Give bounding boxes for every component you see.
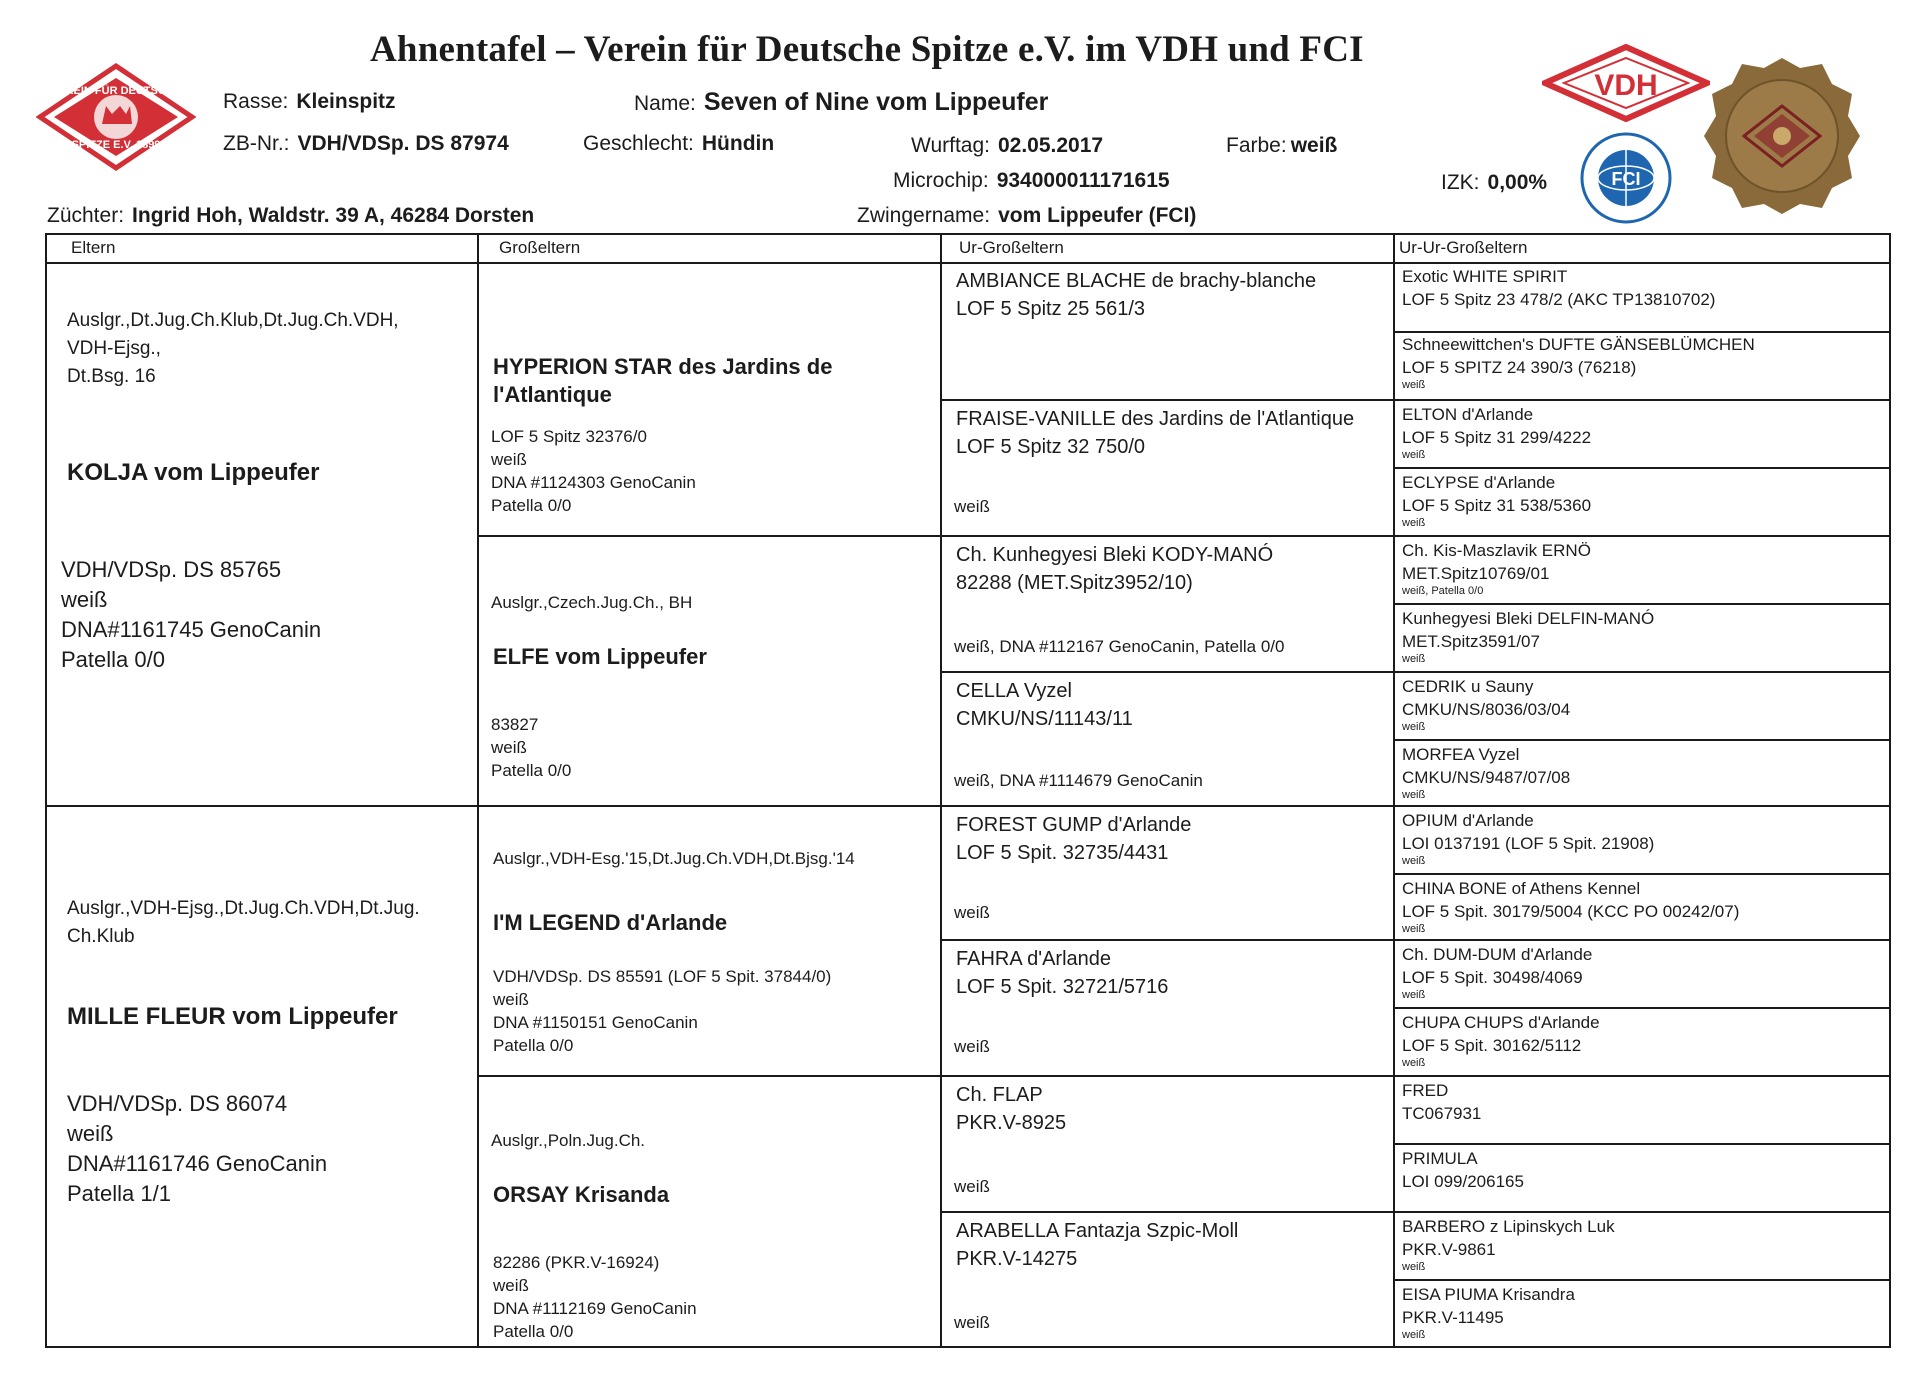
microchip-value: 934000011171615 [996, 169, 1170, 192]
ggg-reg: LOF 5 Spit. 30179/5004 (KCC PO 00242/07) [1402, 902, 1740, 921]
ggg-parent-14 [1395, 1145, 1891, 1211]
ggg-reg: PKR.V-9861 [1402, 1240, 1496, 1259]
studbook-value: VDH/VDSp. DS 87974 [297, 132, 509, 155]
ggg-name: EISA PIUMA Krisandra [1402, 1285, 1575, 1304]
vdh-logo [1542, 44, 1710, 122]
great-grandparent-extra: weiß, DNA #1114679 GenoCanin [954, 771, 1203, 790]
ggg-reg: TC067931 [1402, 1104, 1482, 1123]
great-grandparent-8 [942, 1213, 1393, 1348]
grandparent-data [491, 425, 696, 517]
grandparent-2 [479, 537, 940, 805]
name-line: AMBIANCE BLACHE de brachy-blanche [956, 270, 1317, 292]
ggg-note: weiß [1402, 1261, 1426, 1273]
name-line: CMKU/NS/11143/11 [956, 708, 1133, 730]
great-grandparent-5 [942, 807, 1393, 939]
data-line: DNA#1161746 GenoCanin [67, 1151, 328, 1176]
grandparent-4 [479, 1077, 940, 1348]
dog-name-label: Name: [634, 92, 696, 115]
studbook-field [223, 132, 509, 156]
svg-text:SPITZE E.V. 1899: SPITZE E.V. 1899 [71, 139, 161, 151]
name-line: FAHRA d'Arlande [956, 948, 1112, 970]
sire-name: KOLJA vom Lippeufer [67, 459, 320, 486]
breed-label: Rasse: [223, 90, 289, 113]
dam-titles [67, 895, 420, 951]
title-line: Auslgr.,Dt.Jug.Ch.Klub,Dt.Jug.Ch.VDH, [67, 310, 399, 331]
ggg-reg: CMKU/NS/8036/03/04 [1402, 700, 1571, 719]
ggg-name: ELTON d'Arlande [1402, 405, 1534, 424]
grandparent-titles: Auslgr.,VDH-Esg.'15,Dt.Jug.Ch.VDH,Dt.Bjsg.'14 [493, 849, 855, 868]
great-grandparent-2 [942, 401, 1393, 535]
column-header-parents: Eltern [71, 238, 116, 257]
data-line: DNA #1124303 GenoCanin [491, 473, 696, 492]
great-grandparent-name [956, 1217, 1238, 1273]
ggg-parent-8 [1395, 741, 1891, 805]
title-line: Dt.Bsg. 16 [67, 366, 156, 387]
data-line: 83827 [491, 715, 539, 734]
grandparent-name: I'M LEGEND d'Arlande [493, 910, 728, 935]
name-line: CELLA Vyzel [956, 680, 1072, 702]
ggg-name: OPIUM d'Arlande [1402, 811, 1534, 830]
grandparent-name [493, 353, 832, 409]
data-line: VDH/VDSp. DS 85591 (LOF 5 Spit. 37844/0) [493, 967, 832, 986]
data-line: DNA#1161745 GenoCanin [61, 617, 322, 642]
ggg-name: Ch. DUM-DUM d'Arlande [1402, 945, 1593, 964]
ggg-note: weiß [1402, 653, 1426, 665]
name-line: LOF 5 Spit. 32721/5716 [956, 976, 1169, 998]
sex-label: Geschlecht: [583, 132, 694, 155]
data-line: VDH/VDSp. DS 86074 [67, 1091, 288, 1116]
great-grandparent-extra: weiß, DNA #112167 GenoCanin, Patella 0/0 [954, 637, 1285, 656]
ggg-reg: LOF 5 SPITZ 24 390/3 (76218) [1402, 358, 1637, 377]
ggg-name: CEDRIK u Sauny [1402, 677, 1534, 696]
ggg-name: ECLYPSE d'Arlande [1402, 473, 1556, 492]
ggg-reg: LOI 099/206165 [1402, 1172, 1524, 1191]
color-value: weiß [1290, 134, 1338, 157]
document-title: Ahnentafel – Verein für Deutsche Spitze e.V. im VDH und FCI [370, 29, 1364, 70]
ggg-note: weiß [1402, 449, 1426, 461]
microchip-field [893, 169, 1170, 193]
parent-sire [47, 263, 477, 805]
data-line: weiß [491, 450, 527, 469]
data-line: DNA #1112169 GenoCanin [493, 1299, 697, 1318]
name-line: LOF 5 Spitz 32 750/0 [956, 436, 1146, 458]
data-line: Patella 0/0 [493, 1036, 574, 1055]
ggg-reg: MET.Spitz3591/07 [1402, 632, 1540, 651]
data-line: weiß [61, 587, 108, 612]
dog-name-field [634, 88, 1048, 117]
name-line: FOREST GUMP d'Arlande [956, 814, 1192, 836]
data-line: weiß [493, 990, 529, 1009]
data-line: Patella 1/1 [67, 1181, 171, 1206]
ggg-name: FRED [1402, 1081, 1449, 1100]
sire-data [61, 555, 321, 675]
great-grandparent-name [956, 267, 1316, 323]
great-grandparent-7 [942, 1077, 1393, 1211]
ggg-parent-4 [1395, 469, 1891, 535]
grandparent-3 [479, 807, 940, 1075]
izk-field [1441, 171, 1547, 195]
ggg-note: weiß [1402, 855, 1426, 867]
data-line: DNA #1150151 GenoCanin [493, 1013, 698, 1032]
sex-field [583, 132, 774, 156]
ggg-name: PRIMULA [1402, 1149, 1478, 1168]
column-header-grandparents: Großeltern [499, 238, 581, 257]
name-line: FRAISE-VANILLE des Jardins de l'Atlantique [956, 408, 1355, 430]
breeder-field [47, 204, 534, 228]
name-line: Ch. Kunhegyesi Bleki KODY-MANÓ [956, 544, 1274, 566]
ggg-parent-12 [1395, 1009, 1891, 1075]
ggg-name: CHINA BONE of Athens Kennel [1402, 879, 1641, 898]
dog-name-value: Seven of Nine vom Lippeufer [703, 88, 1049, 116]
birth-date-value: 02.05.2017 [997, 134, 1104, 157]
data-line: Patella 0/0 [491, 496, 572, 515]
ggg-name: Schneewittchen's DUFTE GÄNSEBLÜMCHEN [1402, 335, 1755, 354]
grandparent-data [493, 1251, 697, 1343]
grandparent-name: ORSAY Krisanda [493, 1182, 670, 1207]
great-grandparent-extra: weiß [954, 1037, 990, 1056]
data-line: weiß [493, 1276, 529, 1295]
name-line: ARABELLA Fantazja Szpic-Moll [956, 1220, 1239, 1242]
svg-text:FCI: FCI [1611, 169, 1641, 189]
name-line: 82288 (MET.Spitz3952/10) [956, 572, 1193, 594]
dam-data [67, 1089, 327, 1209]
ggg-parent-13 [1395, 1077, 1891, 1143]
name-line: LOF 5 Spit. 32735/4431 [956, 842, 1169, 864]
data-line: VDH/VDSp. DS 85765 [61, 557, 282, 582]
great-grandparent-3 [942, 537, 1393, 671]
kennel-value: vom Lippeufer (FCI) [998, 204, 1197, 227]
data-line: weiß [67, 1121, 114, 1146]
great-grandparent-6 [942, 941, 1393, 1075]
color-label: Farbe: [1226, 134, 1287, 157]
great-grandparent-extra: weiß [954, 497, 990, 516]
great-grandparent-extra: weiß [954, 1177, 990, 1196]
ggg-parent-5 [1395, 537, 1891, 603]
great-grandparent-name [956, 405, 1354, 461]
great-grandparent-name [956, 677, 1133, 733]
column-header-great-great-grandparents: Ur-Ur-Großeltern [1399, 238, 1528, 257]
grandparent-name: ELFE vom Lippeufer [493, 644, 707, 669]
ggg-name: Exotic WHITE SPIRIT [1402, 267, 1568, 286]
name-line: PKR.V-14275 [956, 1248, 1078, 1270]
ggg-parent-15 [1395, 1213, 1891, 1279]
kennel-field [857, 204, 1196, 228]
parent-dam [47, 807, 477, 1348]
breed-value: Kleinspitz [296, 90, 396, 113]
color-field [1226, 134, 1337, 158]
ggg-parent-7 [1395, 673, 1891, 739]
izk-value: 0,00% [1487, 171, 1548, 194]
ggg-reg: MET.Spitz10769/01 [1402, 564, 1550, 583]
ggg-parent-3 [1395, 401, 1891, 467]
data-line: LOF 5 Spitz 32376/0 [491, 427, 647, 446]
sire-titles [67, 307, 399, 391]
ggg-reg: LOI 0137191 (LOF 5 Spit. 21908) [1402, 834, 1655, 853]
ggg-name: Ch. Kis-Maszlavik ERNÖ [1402, 541, 1591, 560]
kennel-label: Zwingername: [857, 204, 991, 227]
data-line: 82286 (PKR.V-16924) [493, 1253, 660, 1272]
ggg-parent-10 [1395, 875, 1891, 939]
ggg-reg: LOF 5 Spit. 30162/5112 [1402, 1036, 1582, 1055]
dam-name: MILLE FLEUR vom Lippeufer [67, 1003, 398, 1030]
column-header-great-grandparents: Ur-Großeltern [959, 238, 1064, 257]
ggg-note: weiß [1402, 379, 1426, 391]
pedigree-table [45, 233, 1891, 1348]
great-grandparent-extra: weiß [954, 903, 990, 922]
ggg-note: weiß [1402, 989, 1426, 1001]
great-grandparent-extra: weiß [954, 1313, 990, 1332]
club-logo [36, 62, 196, 172]
ggg-parent-1 [1395, 263, 1891, 331]
birth-date-label: Wurftag: [911, 134, 990, 157]
ggg-name: MORFEA Vyzel [1402, 745, 1520, 764]
studbook-label: ZB-Nr.: [223, 132, 290, 155]
great-grandparent-1 [942, 263, 1393, 399]
birth-date-field [911, 134, 1103, 158]
breed-field [223, 90, 396, 114]
title-line: VDH-Ejsg., [67, 338, 161, 359]
ggg-parent-11 [1395, 941, 1891, 1007]
ggg-parent-9 [1395, 807, 1891, 873]
data-line: Patella 0/0 [493, 1322, 574, 1341]
grandparent-titles: Auslgr.,Poln.Jug.Ch. [491, 1131, 646, 1150]
ggg-note: weiß [1402, 721, 1426, 733]
ggg-note: weiß [1402, 1329, 1426, 1341]
fci-logo [1580, 132, 1672, 224]
ggg-reg: PKR.V-11495 [1402, 1308, 1504, 1327]
ggg-note: weiß [1402, 923, 1426, 935]
ggg-reg: CMKU/NS/9487/07/08 [1402, 768, 1571, 787]
great-grandparent-name [956, 945, 1168, 1001]
great-grandparent-4 [942, 673, 1393, 805]
grandparent-titles: Auslgr.,Czech.Jug.Ch., BH [491, 593, 693, 612]
ggg-reg: LOF 5 Spitz 23 478/2 (AKC TP13810702) [1402, 290, 1716, 309]
ggg-reg: LOF 5 Spit. 30498/4069 [1402, 968, 1583, 987]
name-line: Ch. FLAP [956, 1084, 1043, 1106]
grandparent-data [493, 965, 831, 1057]
ggg-name: Kunhegyesi Bleki DELFIN-MANÓ [1402, 609, 1655, 628]
izk-label: IZK: [1441, 171, 1480, 194]
svg-text:VDH: VDH [1594, 69, 1658, 102]
grandparent-data [491, 713, 571, 782]
name-line: HYPERION STAR des Jardins de [493, 354, 833, 379]
great-grandparent-name [956, 1081, 1066, 1137]
ggg-note: weiß, Patella 0/0 [1402, 585, 1484, 597]
data-line: Patella 0/0 [61, 647, 165, 672]
sex-value: Hündin [701, 132, 775, 155]
breeder-value: Ingrid Hoh, Waldstr. 39 A, 46284 Dorsten [132, 204, 535, 227]
ggg-note: weiß [1402, 1057, 1426, 1069]
ggg-reg: LOF 5 Spitz 31 538/5360 [1402, 496, 1592, 515]
data-line: Patella 0/0 [491, 761, 572, 780]
name-line: PKR.V-8925 [956, 1112, 1067, 1134]
ggg-parent-16 [1395, 1281, 1891, 1348]
svg-text:VEREIN FÜR DEUTSCHE: VEREIN FÜR DEUTSCHE [50, 85, 182, 97]
ggg-parent-6 [1395, 605, 1891, 671]
ggg-name: CHUPA CHUPS d'Arlande [1402, 1013, 1600, 1032]
ggg-note: weiß [1402, 517, 1426, 529]
grandparent-1 [479, 263, 940, 535]
name-line: LOF 5 Spitz 25 561/3 [956, 298, 1146, 320]
ggg-note: weiß [1402, 789, 1426, 801]
ggg-name: BARBERO z Lipinskych Luk [1402, 1217, 1615, 1236]
name-line: l'Atlantique [493, 382, 612, 407]
ggg-reg: LOF 5 Spitz 31 299/4222 [1402, 428, 1592, 447]
title-line: Auslgr.,VDH-Ejsg.,Dt.Jug.Ch.VDH,Dt.Jug. [67, 898, 420, 919]
data-line: weiß [491, 738, 527, 757]
great-grandparent-name [956, 811, 1191, 867]
gold-seal [1700, 54, 1864, 218]
microchip-label: Microchip: [893, 169, 989, 192]
great-grandparent-name [956, 541, 1273, 597]
breeder-label: Züchter: [47, 204, 125, 227]
title-line: Ch.Klub [67, 926, 135, 947]
